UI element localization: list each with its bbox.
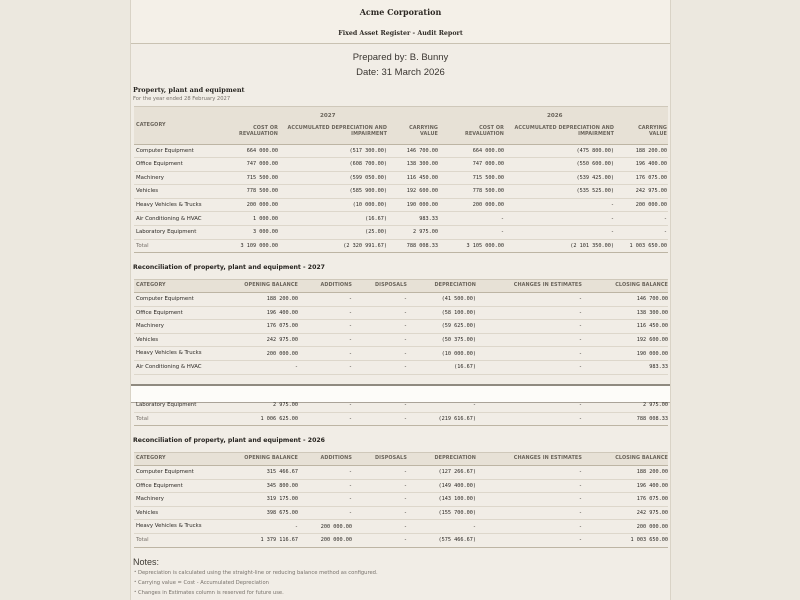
table-row <box>134 198 668 213</box>
total-row <box>134 239 668 254</box>
col-accum-2027: ACCUMULATED DEPRECIATION AND IMPAIRMENT <box>287 125 387 137</box>
ppe-section-title: Property, plant and equipment <box>133 86 245 94</box>
cell-category: Heavy Vehicles & Trucks <box>136 523 202 530</box>
cell-opening: 398 675.00 <box>266 509 298 516</box>
cell-disposals: - <box>403 496 407 503</box>
cell-cost26: 747 000.00 <box>472 161 504 168</box>
cell-opening: 1 006 625.00 <box>260 415 298 422</box>
cell-opening: 176 075.00 <box>266 323 298 330</box>
cell-additions: - <box>348 336 352 343</box>
cell-additions: - <box>348 496 352 503</box>
col-depreciation: DEPRECIATION <box>434 282 476 288</box>
bullet-icon: • <box>134 579 137 584</box>
table-row <box>134 292 668 307</box>
cell-changes: - <box>578 323 582 330</box>
col-closing: CLOSING BALANCE <box>615 455 668 461</box>
cell-changes: - <box>578 350 582 357</box>
cell-depreciation: (10 000.00) <box>441 350 476 357</box>
col-carrying-2026: CARRYING VALUE <box>638 125 667 137</box>
cell-accum27: (608 700.00) <box>349 161 387 168</box>
cell-additions: - <box>348 309 352 316</box>
table-row <box>134 144 668 159</box>
note-text: Depreciation is calculated using the straight-line or reducing balance method as configured. <box>138 570 378 576</box>
cell-changes: - <box>578 509 582 516</box>
cell-cost27: 778 500.00 <box>246 188 278 195</box>
cell-changes: - <box>578 496 582 503</box>
cell-additions: - <box>348 469 352 476</box>
cell-depreciation: (16.67) <box>454 364 476 371</box>
cell-opening: 188 200.00 <box>266 296 298 303</box>
cell-additions: - <box>348 296 352 303</box>
company-name: Acme Corporation <box>359 7 442 17</box>
cell-carry26: 188 200.00 <box>635 147 667 154</box>
cell-changes: - <box>578 537 582 544</box>
cell-additions: - <box>348 323 352 330</box>
bullet-icon: • <box>134 589 137 594</box>
cell-depreciation: (50 375.00) <box>441 336 476 343</box>
cell-accum26: (2 101 350.00) <box>570 242 614 249</box>
table-row <box>134 171 668 186</box>
table-row <box>134 212 668 227</box>
ppe-table-header <box>134 106 668 145</box>
cell-cost27: 1 000.00 <box>253 215 278 222</box>
cell-closing: 192 600.00 <box>636 336 668 343</box>
col-category: CATEGORY <box>136 122 166 128</box>
cell-cost27: 200 000.00 <box>246 202 278 209</box>
report-date: Date: 31 March 2026 <box>356 67 445 78</box>
cell-carry27: 146 700.00 <box>406 147 438 154</box>
cell-carry27: 192 600.00 <box>406 188 438 195</box>
cell-closing: 176 075.00 <box>636 496 668 503</box>
total-row <box>134 412 668 427</box>
cell-additions: 200 000.00 <box>320 523 352 530</box>
cell-accum27: (2 320 991.67) <box>343 242 387 249</box>
cell-depreciation: (143 100.00) <box>438 496 476 503</box>
cell-cost26: 778 500.00 <box>472 188 504 195</box>
cell-accum26: - <box>610 215 614 222</box>
cell-category: Computer Equipment <box>136 147 194 154</box>
cell-cost27: 3 109 000.00 <box>240 242 278 249</box>
cell-category: Office Equipment <box>136 309 183 316</box>
col-additions: ADDITIONS <box>320 455 352 461</box>
cell-changes: - <box>578 402 582 409</box>
cell-changes: - <box>578 364 582 371</box>
cell-category: Office Equipment <box>136 482 183 489</box>
table-row <box>134 398 668 413</box>
report-header <box>131 0 670 44</box>
cell-category: Computer Equipment <box>136 296 194 302</box>
cell-changes: - <box>578 482 582 489</box>
cell-category: Total <box>136 242 149 249</box>
cell-closing: 146 700.00 <box>636 296 668 303</box>
cell-category: Heavy Vehicles & Trucks <box>136 350 202 357</box>
report-page <box>130 0 671 600</box>
cell-cost26: - <box>500 229 504 236</box>
cell-additions: - <box>348 509 352 516</box>
cell-changes: - <box>578 415 582 422</box>
col-cost-2026: COST OR REVALUATION <box>464 125 504 137</box>
cell-disposals: - <box>403 336 407 343</box>
cell-cost26: 664 000.00 <box>472 147 504 154</box>
total-row <box>134 533 668 548</box>
cell-closing: 190 000.00 <box>636 350 668 357</box>
table-row <box>134 319 668 334</box>
cell-opening: 2 975.00 <box>273 402 298 409</box>
year-2027-header: 2027 <box>320 113 336 119</box>
cell-depreciation: (59 625.00) <box>441 323 476 330</box>
cell-accum26: (550 600.00) <box>576 161 614 168</box>
cell-depreciation: (58 100.00) <box>441 309 476 316</box>
recon-2026-header <box>134 452 668 466</box>
cell-opening: 242 975.00 <box>266 336 298 343</box>
cell-closing: 196 400.00 <box>636 482 668 489</box>
cell-disposals: - <box>403 537 407 544</box>
cell-carry26: 242 975.00 <box>635 188 667 195</box>
cell-category: Total <box>136 537 149 543</box>
cell-category: Machinery <box>136 174 164 181</box>
col-disposals: DISPOSALS <box>375 455 407 461</box>
cell-disposals: - <box>403 296 407 303</box>
table-row <box>134 306 668 321</box>
cell-closing: 2 975.00 <box>643 402 668 409</box>
cell-depreciation: (127 266.67) <box>438 469 476 476</box>
cell-closing: 788 008.33 <box>636 415 668 422</box>
col-additions: ADDITIONS <box>320 282 352 288</box>
cell-carry27: 983.33 <box>419 215 438 222</box>
cell-carry27: 788 008.33 <box>406 242 438 249</box>
col-carrying-2027: CARRYING VALUE <box>409 125 438 137</box>
cell-disposals: - <box>403 364 407 371</box>
table-row <box>134 506 668 521</box>
col-accum-2026: ACCUMULATED DEPRECIATION AND IMPAIRMENT <box>514 125 614 137</box>
prepared-by: Prepared by: B. Bunny <box>352 52 449 63</box>
cell-accum26: - <box>610 229 614 236</box>
cell-category: Vehicles <box>136 188 159 195</box>
cell-category: Computer Equipment <box>136 469 194 475</box>
cell-depreciation: (155 700.00) <box>438 509 476 516</box>
notes-title: Notes: <box>133 557 160 567</box>
report-title: Fixed Asset Register - Audit Report <box>338 30 463 37</box>
cell-category: Laboratory Equipment <box>136 229 197 236</box>
cell-category: Total <box>136 415 149 422</box>
cell-cost27: 715 500.00 <box>246 174 278 181</box>
cell-depreciation: (149 400.00) <box>438 482 476 489</box>
col-changes: CHANGES IN ESTIMATES <box>513 282 582 288</box>
cell-carry26: 1 003 650.00 <box>629 242 667 249</box>
cell-depreciation: (575 466.67) <box>438 537 476 544</box>
cell-disposals: - <box>403 309 407 316</box>
cell-cost27: 3 000.00 <box>253 229 278 236</box>
table-row <box>134 360 668 375</box>
cell-accum27: (585 900.00) <box>349 188 387 195</box>
cell-carry27: 2 975.00 <box>413 229 438 236</box>
cell-opening: - <box>294 523 298 530</box>
cell-category: Office Equipment <box>136 161 183 168</box>
table-row <box>134 157 668 172</box>
cell-closing: 200 000.00 <box>636 523 668 530</box>
cell-additions: - <box>348 350 352 357</box>
col-changes: CHANGES IN ESTIMATES <box>513 455 582 461</box>
note-item <box>134 589 284 596</box>
table-row <box>134 184 668 199</box>
cell-closing: 188 200.00 <box>636 469 668 476</box>
cell-accum27: (517 300.00) <box>349 147 387 154</box>
cell-disposals: - <box>403 482 407 489</box>
cell-accum27: (599 050.00) <box>349 174 387 181</box>
recon-2027-header <box>134 279 668 293</box>
table-row <box>134 346 668 361</box>
cell-disposals: - <box>403 402 407 409</box>
cell-additions: - <box>348 482 352 489</box>
cell-depreciation: (219 616.67) <box>438 415 476 422</box>
col-opening: OPENING BALANCE <box>244 282 298 288</box>
col-closing: CLOSING BALANCE <box>615 282 668 288</box>
col-opening: OPENING BALANCE <box>244 455 298 461</box>
cell-opening: 319 175.00 <box>266 496 298 503</box>
cell-accum26: (475 800.00) <box>576 147 614 154</box>
col-cost-2027: COST OR REVALUATION <box>238 125 278 137</box>
cell-depreciation: - <box>472 523 476 530</box>
cell-disposals: - <box>403 323 407 330</box>
cell-depreciation: - <box>472 402 476 409</box>
note-item <box>134 579 269 586</box>
cell-disposals: - <box>403 350 407 357</box>
note-text: Carrying value = Cost - Accumulated Depreciation <box>138 580 269 586</box>
cell-disposals: - <box>403 509 407 516</box>
cell-changes: - <box>578 296 582 303</box>
col-category: CATEGORY <box>136 282 166 288</box>
table-row <box>134 492 668 507</box>
cell-carry27: 116 450.00 <box>406 174 438 181</box>
cell-closing: 242 975.00 <box>636 509 668 516</box>
cell-carry26: - <box>663 215 667 222</box>
bullet-icon: • <box>134 569 137 574</box>
cell-changes: - <box>578 309 582 316</box>
cell-accum26: - <box>610 202 614 209</box>
cell-accum27: (16.67) <box>365 215 387 222</box>
cell-additions: - <box>348 415 352 422</box>
table-row <box>134 479 668 494</box>
cell-closing: 1 003 650.00 <box>630 537 668 544</box>
cell-category: Machinery <box>136 496 164 503</box>
cell-accum26: (539 425.00) <box>576 174 614 181</box>
cell-closing: 116 450.00 <box>636 323 668 330</box>
cell-carry26: 176 075.00 <box>635 174 667 181</box>
note-item <box>134 569 378 576</box>
cell-disposals: - <box>403 523 407 530</box>
cell-cost26: 200 000.00 <box>472 202 504 209</box>
cell-depreciation: (41 500.00) <box>441 296 476 303</box>
cell-accum27: (25.00) <box>365 229 387 236</box>
cell-disposals: - <box>403 469 407 476</box>
table-row <box>134 225 668 240</box>
cell-changes: - <box>578 469 582 476</box>
cell-opening: - <box>294 364 298 371</box>
table-row <box>134 465 668 480</box>
cell-carry26: 200 000.00 <box>635 202 667 209</box>
cell-carry26: 196 400.00 <box>635 161 667 168</box>
recon-2027-title: Reconciliation of property, plant and equipment - 2027 <box>133 264 325 271</box>
cell-closing: 138 300.00 <box>636 309 668 316</box>
cell-additions: - <box>348 364 352 371</box>
cell-category: Laboratory Equipment <box>136 402 197 408</box>
cell-cost26: - <box>500 215 504 222</box>
cell-accum26: (535 525.00) <box>576 188 614 195</box>
cell-carry27: 190 000.00 <box>406 202 438 209</box>
col-category: CATEGORY <box>136 455 166 461</box>
cell-opening: 345 800.00 <box>266 482 298 489</box>
cell-changes: - <box>578 523 582 530</box>
cell-additions: 200 000.00 <box>320 537 352 544</box>
cell-cost26: 3 105 000.00 <box>466 242 504 249</box>
cell-disposals: - <box>403 415 407 422</box>
cell-additions: - <box>348 402 352 409</box>
cell-accum27: (10 000.00) <box>352 202 387 209</box>
cell-closing: 983.33 <box>649 364 668 371</box>
cell-category: Air Conditioning & HVAC <box>136 364 202 370</box>
cell-cost27: 747 000.00 <box>246 161 278 168</box>
cell-opening: 1 379 116.67 <box>260 537 298 544</box>
table-row <box>134 333 668 348</box>
col-disposals: DISPOSALS <box>375 282 407 288</box>
recon-2026-title: Reconciliation of property, plant and equipment - 2026 <box>133 437 325 444</box>
cell-cost27: 664 000.00 <box>246 147 278 154</box>
cell-changes: - <box>578 336 582 343</box>
cell-carry26: - <box>663 229 667 236</box>
ppe-period: For the year ended 28 February 2027 <box>133 96 231 102</box>
cell-category: Vehicles <box>136 336 159 343</box>
cell-opening: 315 466.67 <box>266 469 298 476</box>
col-depreciation: DEPRECIATION <box>434 455 476 461</box>
cell-category: Vehicles <box>136 509 159 516</box>
year-2026-header: 2026 <box>547 113 563 119</box>
cell-category: Machinery <box>136 323 164 330</box>
cell-carry27: 138 300.00 <box>406 161 438 168</box>
cell-opening: 200 000.00 <box>266 350 298 357</box>
table-row <box>134 519 668 534</box>
note-text: Changes in Estimates column is reserved for future use. <box>138 590 284 596</box>
cell-cost26: 715 500.00 <box>472 174 504 181</box>
cell-opening: 196 400.00 <box>266 309 298 316</box>
cell-category: Air Conditioning & HVAC <box>136 215 202 222</box>
cell-category: Heavy Vehicles & Trucks <box>136 201 202 208</box>
